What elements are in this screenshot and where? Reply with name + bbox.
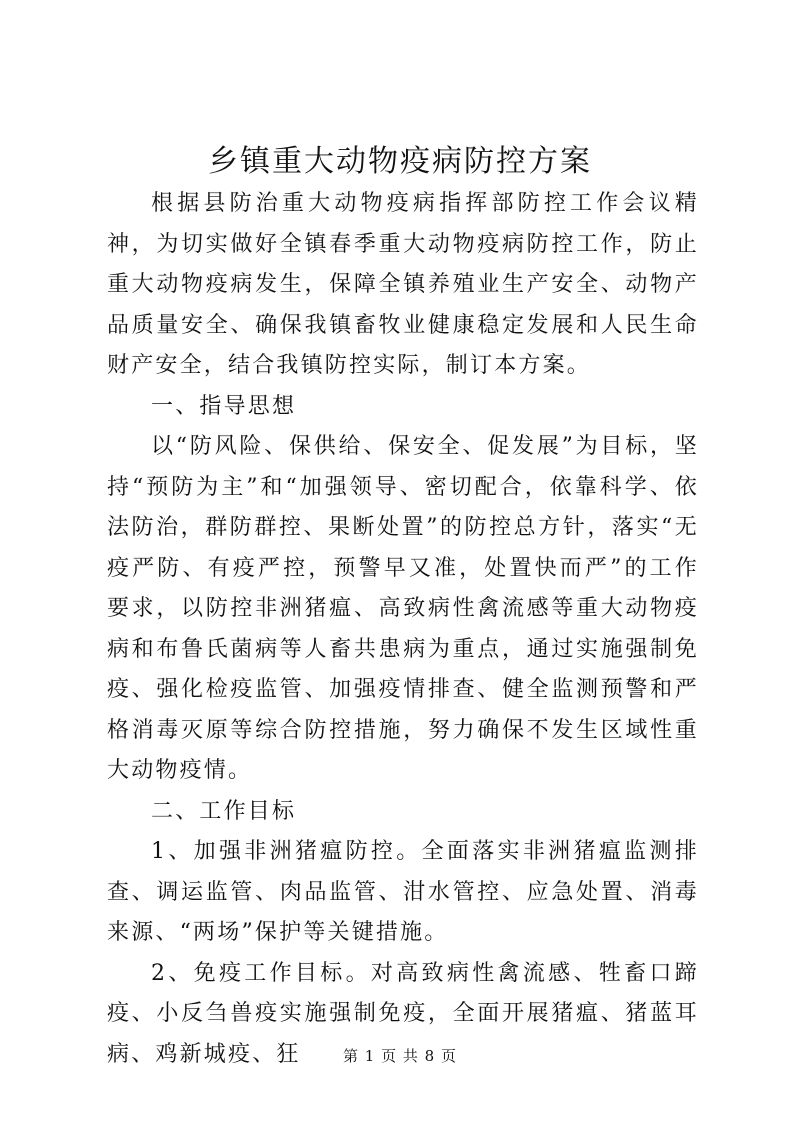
paragraph-goal-2: 2、免疫工作目标。对高致病性禽流感、牲畜口蹄疫、小反刍兽疫实施强制免疫，全面开展猪瘟、猪蓝耳病、鸡新城疫、狂 bbox=[107, 960, 699, 1067]
paragraph-guiding-ideology: 以“防风险、保供给、保安全、促发展”为目标，坚持“预防为主”和“加强领导、密切配合，依靠科学、依法防治，群防群控、果断处置”的防控总方针，落实“无疫严防、有疫严控，预警早又准，处置快而严”的工作要求，以防控非洲猪瘟、高致病性禽流感等重大动物疫病和布鲁氏菌病等人畜共患病为重点，通过实施强制免疫、强化检疫监管、加强疫情排查、健全监测预警和严格消毒灭原等综合防控措施，努力确保不发生区域性重大动物疫情。 bbox=[107, 434, 699, 783]
document-body bbox=[107, 184, 699, 1075]
section-heading-work-goals: 二、工作目标 bbox=[151, 798, 297, 824]
paragraph-goal-1: 1、加强非洲猪瘟防控。全面落实非洲猪瘟监测排查、调运监管、肉品监管、泔水管控、应急处置、消毒来源、“两场”保护等关键措施。 bbox=[107, 839, 699, 945]
paragraph-intro: 根据县防治重大动物疫病指挥部防控工作会议精神，为切实做好全镇春季重大动物疫病防控工作，防止重大动物疫病发生，保障全镇养殖业生产安全、动物产品质量安全、确保我镇畜牧业健康稳定发展和人民生命财产安全，结合我镇防控实际，制订本方案。 bbox=[107, 191, 699, 378]
page-footer: 第 1 页 共 8 页 bbox=[343, 1047, 457, 1065]
document-title: 乡镇重大动物疫病防控方案 bbox=[208, 144, 592, 179]
section-heading-guiding-ideology: 一、指导思想 bbox=[151, 393, 297, 419]
